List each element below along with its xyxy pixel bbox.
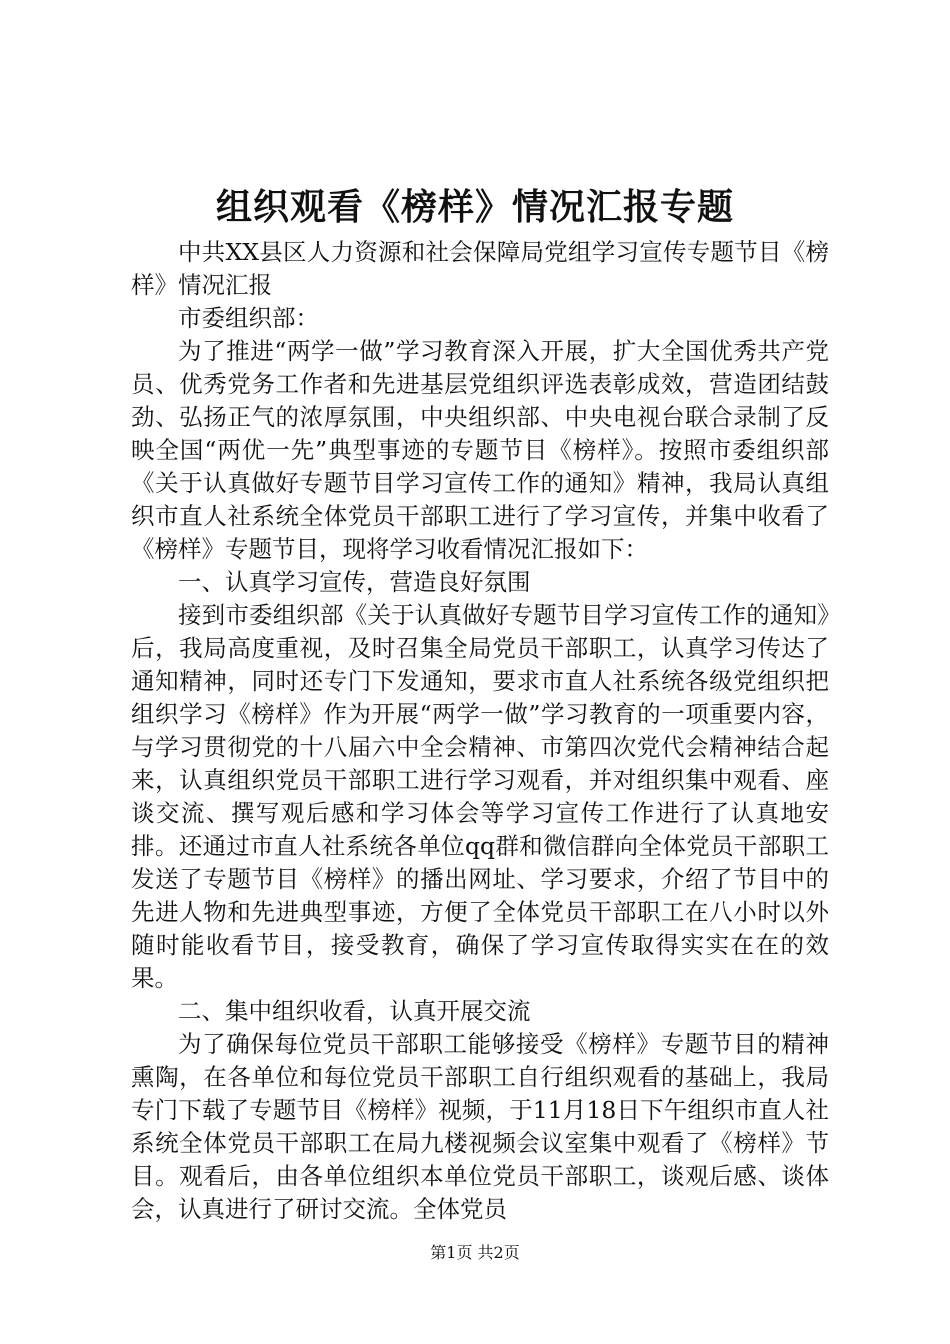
document-title: 组织观看《榜样》情况汇报专题: [215, 186, 734, 228]
paragraph-intro: 为了推进“两学一做”学习教育深入开展，扩大全国优秀共产党员、优秀党务工作者和先进基层党组织评选表彰成效，营造团结鼓劲、弘扬正气的浓厚氛围，中央组织部、中央电视台联合录制了反映全国“两优一先”典型事迹的专题节目《榜样》。按照市委组织部《关于认真做好专题节目学习宣传工作的通知》精神，我局认真组织市直人社系统全体党员干部职工进行了学习宣传，并集中收看了《榜样》专题节目，现将学习收看情况汇报如下：: [131, 337, 829, 563]
paragraph-section-2: 为了确保每位党员干部职工能够接受《榜样》专题节目的精神熏陶，在各单位和每位党员干部职工自行组织观看的基础上，我局专门下载了专题节目《榜样》视频，于11月18日下午组织市直人社系统全体党员干部职工在局九楼视频会议室集中观看了《榜样》节目。观看后，由各单位组织本单位党员干部职工，谈观后感、谈体会，认真进行了研讨交流。全体党员: [131, 1030, 829, 1223]
paragraph-heading-line: 中共XX县区人力资源和社会保障局党组学习宣传专题节目《榜样》情况汇报: [131, 238, 829, 299]
document-body: [131, 236, 829, 1226]
section-heading-2: 二、集中组织收看，认真开展交流: [178, 997, 531, 1025]
section-heading-1: 一、认真学习宣传，营造良好氛围: [178, 568, 531, 596]
paragraph-section-1: 接到市委组织部《关于认真做好专题节目学习宣传工作的通知》后，我局高度重视，及时召集全局党员干部职工，认真学习传达了通知精神，同时还专门下发通知，要求市直人社系统各级党组织把组织学习《榜样》作为开展“两学一做”学习教育的一项重要内容，与学习贯彻党的十八届六中全会精神、市第四次党代会精神结合起来，认真组织党员干部职工进行学习观看，并对组织集中观看、座谈交流、撰写观后感和学习体会等学习宣传工作进行了认真地安排。还通过市直人社系统各单位qq群和微信群向全体党员干部职工发送了专题节目《榜样》的播出网址、学习要求，介绍了节目中的先进人物和先进典型事迹，方便了全体党员干部职工在八小时以外随时能收看节目，接受教育，确保了学习宣传取得实实在在的效果。: [131, 601, 829, 992]
paragraph-salutation: 市委组织部：: [178, 304, 319, 332]
page-number-footer: 第1页 共2页: [430, 1243, 520, 1262]
